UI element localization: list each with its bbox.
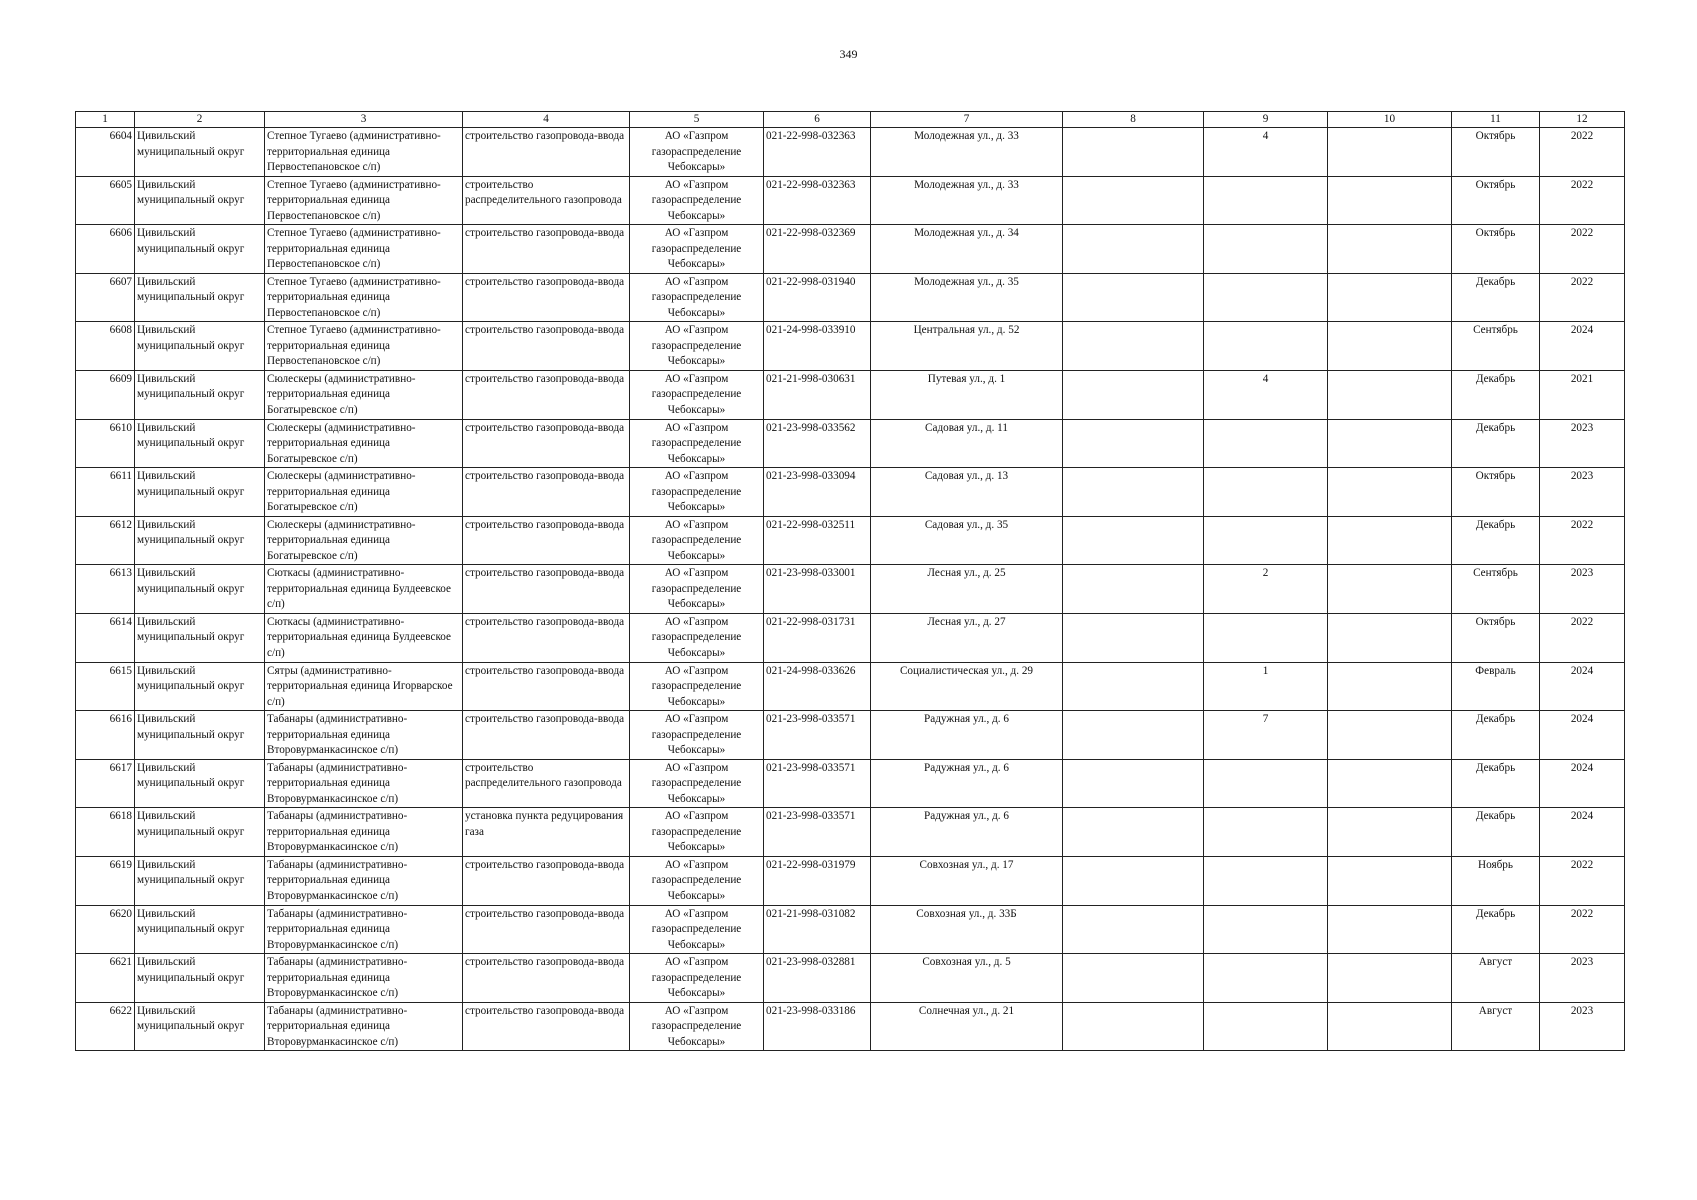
column-header-2: 2	[135, 112, 265, 128]
cell-address: Молодежная ул., д. 33	[871, 176, 1063, 225]
cell-col-8	[1063, 954, 1204, 1003]
cell-municipality: Цивильский муниципальный округ	[135, 468, 265, 517]
cell-settlement: Табанары (административно-территориальная единица Второвурманкасинское с/п)	[265, 905, 463, 954]
cell-month: Сентябрь	[1452, 565, 1540, 614]
cell-municipality: Цивильский муниципальный округ	[135, 1002, 265, 1051]
cell-row-number: 6607	[76, 273, 135, 322]
cell-year: 2022	[1540, 273, 1625, 322]
cell-month: Декабрь	[1452, 516, 1540, 565]
cell-col-9	[1204, 759, 1328, 808]
cell-month: Ноябрь	[1452, 856, 1540, 905]
cell-address: Садовая ул., д. 13	[871, 468, 1063, 517]
cell-month: Август	[1452, 954, 1540, 1003]
cell-col-9: 7	[1204, 711, 1328, 760]
cell-row-number: 6621	[76, 954, 135, 1003]
cell-address: Радужная ул., д. 6	[871, 808, 1063, 857]
cell-organization: АО «Газпром газораспределение Чебоксары»	[630, 1002, 764, 1051]
cell-row-number: 6605	[76, 176, 135, 225]
cell-col-8	[1063, 1002, 1204, 1051]
cell-col-9	[1204, 856, 1328, 905]
cell-code: 021-21-998-031082	[764, 905, 871, 954]
cell-settlement: Степное Тугаево (административно-территориальная единица Первостепановское с/п)	[265, 273, 463, 322]
cell-organization: АО «Газпром газораспределение Чебоксары»	[630, 905, 764, 954]
cell-municipality: Цивильский муниципальный округ	[135, 808, 265, 857]
cell-code: 021-24-998-033910	[764, 322, 871, 371]
table-row	[76, 905, 1625, 954]
cell-col-10	[1328, 759, 1452, 808]
cell-code: 021-23-998-033562	[764, 419, 871, 468]
cell-settlement: Сятры (административно-территориальная единица Игорварское с/п)	[265, 662, 463, 711]
column-header-11: 11	[1452, 112, 1540, 128]
cell-col-10	[1328, 516, 1452, 565]
column-header-3: 3	[265, 112, 463, 128]
cell-month: Декабрь	[1452, 711, 1540, 760]
cell-settlement: Сюлескеры (административно-территориальная единица Богатыревское с/п)	[265, 516, 463, 565]
cell-work-type: строительство газопровода-ввода	[463, 225, 630, 274]
cell-month: Декабрь	[1452, 759, 1540, 808]
cell-col-10	[1328, 370, 1452, 419]
cell-organization: АО «Газпром газораспределение Чебоксары»	[630, 273, 764, 322]
cell-row-number: 6606	[76, 225, 135, 274]
cell-col-10	[1328, 419, 1452, 468]
cell-organization: АО «Газпром газораспределение Чебоксары»	[630, 370, 764, 419]
cell-col-9	[1204, 468, 1328, 517]
cell-month: Декабрь	[1452, 808, 1540, 857]
cell-col-10	[1328, 1002, 1452, 1051]
cell-settlement: Табанары (административно-территориальная единица Второвурманкасинское с/п)	[265, 711, 463, 760]
cell-row-number: 6617	[76, 759, 135, 808]
cell-col-8	[1063, 176, 1204, 225]
cell-settlement: Сюткасы (административно-территориальная единица Булдеевское с/п)	[265, 565, 463, 614]
cell-settlement: Табанары (административно-территориальная единица Второвурманкасинское с/п)	[265, 808, 463, 857]
cell-address: Солнечная ул., д. 21	[871, 1002, 1063, 1051]
table-row	[76, 954, 1625, 1003]
cell-month: Декабрь	[1452, 370, 1540, 419]
cell-month: Февраль	[1452, 662, 1540, 711]
cell-municipality: Цивильский муниципальный округ	[135, 662, 265, 711]
cell-col-10	[1328, 128, 1452, 177]
cell-organization: АО «Газпром газораспределение Чебоксары»	[630, 419, 764, 468]
cell-settlement: Степное Тугаево (административно-территориальная единица Первостепановское с/п)	[265, 128, 463, 177]
cell-code: 021-22-998-031940	[764, 273, 871, 322]
cell-work-type: строительство газопровода-ввода	[463, 468, 630, 517]
cell-work-type: строительство газопровода-ввода	[463, 613, 630, 662]
cell-address: Лесная ул., д. 27	[871, 613, 1063, 662]
column-header-5: 5	[630, 112, 764, 128]
page-number: 349	[839, 47, 858, 61]
cell-col-8	[1063, 565, 1204, 614]
cell-col-9: 1	[1204, 662, 1328, 711]
cell-municipality: Цивильский муниципальный округ	[135, 370, 265, 419]
cell-address: Социалистическая ул., д. 29	[871, 662, 1063, 711]
cell-organization: АО «Газпром газораспределение Чебоксары»	[630, 711, 764, 760]
cell-col-8	[1063, 128, 1204, 177]
cell-code: 021-23-998-033186	[764, 1002, 871, 1051]
cell-municipality: Цивильский муниципальный округ	[135, 176, 265, 225]
cell-work-type: строительство газопровода-ввода	[463, 856, 630, 905]
cell-code: 021-22-998-032511	[764, 516, 871, 565]
cell-col-10	[1328, 954, 1452, 1003]
cell-year: 2022	[1540, 176, 1625, 225]
cell-municipality: Цивильский муниципальный округ	[135, 516, 265, 565]
cell-address: Садовая ул., д. 11	[871, 419, 1063, 468]
cell-col-9	[1204, 419, 1328, 468]
cell-work-type: строительство газопровода-ввода	[463, 516, 630, 565]
cell-row-number: 6610	[76, 419, 135, 468]
cell-organization: АО «Газпром газораспределение Чебоксары»	[630, 808, 764, 857]
cell-col-9: 2	[1204, 565, 1328, 614]
table-row	[76, 322, 1625, 371]
table-row	[76, 176, 1625, 225]
cell-col-9	[1204, 322, 1328, 371]
cell-year: 2024	[1540, 322, 1625, 371]
cell-col-9	[1204, 808, 1328, 857]
cell-code: 021-22-998-031979	[764, 856, 871, 905]
cell-organization: АО «Газпром газораспределение Чебоксары»	[630, 225, 764, 274]
table-row	[76, 419, 1625, 468]
cell-row-number: 6616	[76, 711, 135, 760]
cell-col-9: 4	[1204, 128, 1328, 177]
cell-col-8	[1063, 711, 1204, 760]
cell-organization: АО «Газпром газораспределение Чебоксары»	[630, 759, 764, 808]
cell-address: Центральная ул., д. 52	[871, 322, 1063, 371]
table-row	[76, 468, 1625, 517]
cell-month: Сентябрь	[1452, 322, 1540, 371]
cell-work-type: установка пункта редуцирования газа	[463, 808, 630, 857]
cell-settlement: Степное Тугаево (административно-территориальная единица Первостепановское с/п)	[265, 176, 463, 225]
cell-code: 021-22-998-032363	[764, 128, 871, 177]
cell-municipality: Цивильский муниципальный округ	[135, 954, 265, 1003]
cell-municipality: Цивильский муниципальный округ	[135, 322, 265, 371]
cell-organization: АО «Газпром газораспределение Чебоксары»	[630, 516, 764, 565]
cell-col-8	[1063, 613, 1204, 662]
cell-row-number: 6604	[76, 128, 135, 177]
cell-row-number: 6618	[76, 808, 135, 857]
cell-address: Молодежная ул., д. 35	[871, 273, 1063, 322]
cell-code: 021-23-998-033571	[764, 808, 871, 857]
cell-work-type: строительство газопровода-ввода	[463, 954, 630, 1003]
cell-organization: АО «Газпром газораспределение Чебоксары»	[630, 565, 764, 614]
cell-row-number: 6622	[76, 1002, 135, 1051]
cell-col-9	[1204, 176, 1328, 225]
table-row	[76, 516, 1625, 565]
cell-year: 2023	[1540, 565, 1625, 614]
column-header-7: 7	[871, 112, 1063, 128]
cell-address: Молодежная ул., д. 34	[871, 225, 1063, 274]
cell-settlement: Табанары (административно-территориальная единица Второвурманкасинское с/п)	[265, 954, 463, 1003]
cell-col-10	[1328, 176, 1452, 225]
cell-col-8	[1063, 468, 1204, 517]
cell-work-type: строительство газопровода-ввода	[463, 370, 630, 419]
data-table	[75, 111, 1625, 1051]
cell-organization: АО «Газпром газораспределение Чебоксары»	[630, 322, 764, 371]
cell-month: Октябрь	[1452, 176, 1540, 225]
cell-code: 021-22-998-032369	[764, 225, 871, 274]
cell-code: 021-22-998-031731	[764, 613, 871, 662]
cell-col-9	[1204, 516, 1328, 565]
cell-year: 2023	[1540, 1002, 1625, 1051]
cell-col-10	[1328, 808, 1452, 857]
cell-organization: АО «Газпром газораспределение Чебоксары»	[630, 468, 764, 517]
table-row	[76, 225, 1625, 274]
cell-organization: АО «Газпром газораспределение Чебоксары»	[630, 176, 764, 225]
cell-year: 2022	[1540, 516, 1625, 565]
cell-settlement: Сюткасы (административно-территориальная единица Булдеевское с/п)	[265, 613, 463, 662]
table-row	[76, 370, 1625, 419]
cell-work-type: строительство распределительного газопровода	[463, 176, 630, 225]
column-header-8: 8	[1063, 112, 1204, 128]
column-header-10: 10	[1328, 112, 1452, 128]
cell-organization: АО «Газпром газораспределение Чебоксары»	[630, 613, 764, 662]
column-header-6: 6	[764, 112, 871, 128]
cell-municipality: Цивильский муниципальный округ	[135, 128, 265, 177]
cell-settlement: Сюлескеры (административно-территориальная единица Богатыревское с/п)	[265, 370, 463, 419]
cell-municipality: Цивильский муниципальный округ	[135, 273, 265, 322]
cell-municipality: Цивильский муниципальный округ	[135, 565, 265, 614]
cell-col-9	[1204, 905, 1328, 954]
cell-work-type: строительство газопровода-ввода	[463, 1002, 630, 1051]
table-body	[76, 128, 1625, 1051]
cell-col-10	[1328, 468, 1452, 517]
cell-row-number: 6615	[76, 662, 135, 711]
cell-work-type: строительство газопровода-ввода	[463, 419, 630, 468]
cell-col-8	[1063, 225, 1204, 274]
cell-month: Октябрь	[1452, 468, 1540, 517]
cell-row-number: 6614	[76, 613, 135, 662]
column-header-9: 9	[1204, 112, 1328, 128]
cell-settlement: Степное Тугаево (административно-территориальная единица Первостепановское с/п)	[265, 225, 463, 274]
column-header-12: 12	[1540, 112, 1625, 128]
cell-col-8	[1063, 759, 1204, 808]
cell-municipality: Цивильский муниципальный округ	[135, 225, 265, 274]
cell-work-type: строительство газопровода-ввода	[463, 273, 630, 322]
cell-month: Октябрь	[1452, 225, 1540, 274]
cell-year: 2022	[1540, 613, 1625, 662]
cell-address: Совхозная ул., д. 33Б	[871, 905, 1063, 954]
cell-address: Совхозная ул., д. 17	[871, 856, 1063, 905]
cell-col-8	[1063, 273, 1204, 322]
cell-row-number: 6611	[76, 468, 135, 517]
cell-row-number: 6609	[76, 370, 135, 419]
cell-address: Лесная ул., д. 25	[871, 565, 1063, 614]
table-row	[76, 808, 1625, 857]
table-row	[76, 759, 1625, 808]
cell-month: Август	[1452, 1002, 1540, 1051]
table-row	[76, 613, 1625, 662]
table-row	[76, 128, 1625, 177]
cell-year: 2022	[1540, 225, 1625, 274]
cell-organization: АО «Газпром газораспределение Чебоксары»	[630, 856, 764, 905]
cell-code: 021-21-998-030631	[764, 370, 871, 419]
header-row	[76, 112, 1625, 128]
table-row	[76, 273, 1625, 322]
cell-year: 2024	[1540, 662, 1625, 711]
cell-month: Октябрь	[1452, 128, 1540, 177]
cell-work-type: строительство газопровода-ввода	[463, 565, 630, 614]
cell-year: 2022	[1540, 128, 1625, 177]
cell-settlement: Табанары (административно-территориальная единица Второвурманкасинское с/п)	[265, 1002, 463, 1051]
cell-year: 2023	[1540, 468, 1625, 517]
cell-municipality: Цивильский муниципальный округ	[135, 759, 265, 808]
cell-month: Декабрь	[1452, 273, 1540, 322]
cell-col-9	[1204, 613, 1328, 662]
cell-col-9	[1204, 1002, 1328, 1051]
cell-address: Молодежная ул., д. 33	[871, 128, 1063, 177]
cell-col-9	[1204, 273, 1328, 322]
cell-month: Декабрь	[1452, 905, 1540, 954]
cell-col-10	[1328, 565, 1452, 614]
cell-col-8	[1063, 516, 1204, 565]
cell-col-10	[1328, 225, 1452, 274]
cell-municipality: Цивильский муниципальный округ	[135, 711, 265, 760]
cell-month: Октябрь	[1452, 613, 1540, 662]
table-header	[76, 112, 1625, 128]
cell-row-number: 6608	[76, 322, 135, 371]
cell-year: 2021	[1540, 370, 1625, 419]
cell-year: 2022	[1540, 905, 1625, 954]
cell-work-type: строительство газопровода-ввода	[463, 905, 630, 954]
table-row	[76, 1002, 1625, 1051]
cell-settlement: Степное Тугаево (административно-территориальная единица Первостепановское с/п)	[265, 322, 463, 371]
cell-municipality: Цивильский муниципальный округ	[135, 856, 265, 905]
cell-address: Путевая ул., д. 1	[871, 370, 1063, 419]
cell-municipality: Цивильский муниципальный округ	[135, 613, 265, 662]
cell-row-number: 6612	[76, 516, 135, 565]
cell-col-8	[1063, 856, 1204, 905]
cell-settlement: Табанары (административно-территориальная единица Второвурманкасинское с/п)	[265, 759, 463, 808]
cell-col-10	[1328, 613, 1452, 662]
cell-work-type: строительство газопровода-ввода	[463, 662, 630, 711]
cell-year: 2023	[1540, 419, 1625, 468]
cell-work-type: строительство распределительного газопровода	[463, 759, 630, 808]
table-row	[76, 565, 1625, 614]
cell-col-8	[1063, 322, 1204, 371]
cell-row-number: 6619	[76, 856, 135, 905]
cell-col-8	[1063, 370, 1204, 419]
cell-col-8	[1063, 419, 1204, 468]
cell-municipality: Цивильский муниципальный округ	[135, 419, 265, 468]
column-header-1: 1	[76, 112, 135, 128]
cell-year: 2022	[1540, 856, 1625, 905]
cell-code: 021-23-998-033571	[764, 759, 871, 808]
cell-row-number: 6620	[76, 905, 135, 954]
table-row	[76, 711, 1625, 760]
cell-year: 2024	[1540, 759, 1625, 808]
cell-col-9: 4	[1204, 370, 1328, 419]
cell-address: Радужная ул., д. 6	[871, 759, 1063, 808]
cell-year: 2023	[1540, 954, 1625, 1003]
cell-work-type: строительство газопровода-ввода	[463, 711, 630, 760]
cell-settlement: Сюлескеры (административно-территориальная единица Богатыревское с/п)	[265, 468, 463, 517]
column-header-4: 4	[463, 112, 630, 128]
cell-col-10	[1328, 905, 1452, 954]
cell-organization: АО «Газпром газораспределение Чебоксары»	[630, 128, 764, 177]
cell-col-8	[1063, 905, 1204, 954]
cell-col-10	[1328, 856, 1452, 905]
cell-organization: АО «Газпром газораспределение Чебоксары»	[630, 662, 764, 711]
cell-col-9	[1204, 954, 1328, 1003]
cell-organization: АО «Газпром газораспределение Чебоксары»	[630, 954, 764, 1003]
cell-col-10	[1328, 273, 1452, 322]
cell-col-10	[1328, 711, 1452, 760]
cell-code: 021-23-998-033001	[764, 565, 871, 614]
cell-address: Совхозная ул., д. 5	[871, 954, 1063, 1003]
cell-address: Радужная ул., д. 6	[871, 711, 1063, 760]
cell-year: 2024	[1540, 808, 1625, 857]
cell-code: 021-23-998-033571	[764, 711, 871, 760]
cell-code: 021-23-998-032881	[764, 954, 871, 1003]
cell-work-type: строительство газопровода-ввода	[463, 128, 630, 177]
table-row	[76, 662, 1625, 711]
cell-settlement: Табанары (административно-территориальная единица Второвурманкасинское с/п)	[265, 856, 463, 905]
cell-settlement: Сюлескеры (административно-территориальная единица Богатыревское с/п)	[265, 419, 463, 468]
cell-code: 021-23-998-033094	[764, 468, 871, 517]
cell-year: 2024	[1540, 711, 1625, 760]
cell-col-10	[1328, 322, 1452, 371]
cell-col-8	[1063, 808, 1204, 857]
cell-code: 021-24-998-033626	[764, 662, 871, 711]
cell-work-type: строительство газопровода-ввода	[463, 322, 630, 371]
cell-municipality: Цивильский муниципальный округ	[135, 905, 265, 954]
cell-col-9	[1204, 225, 1328, 274]
cell-month: Декабрь	[1452, 419, 1540, 468]
table-row	[76, 856, 1625, 905]
cell-col-10	[1328, 662, 1452, 711]
cell-code: 021-22-998-032363	[764, 176, 871, 225]
cell-address: Садовая ул., д. 35	[871, 516, 1063, 565]
cell-col-8	[1063, 662, 1204, 711]
cell-row-number: 6613	[76, 565, 135, 614]
